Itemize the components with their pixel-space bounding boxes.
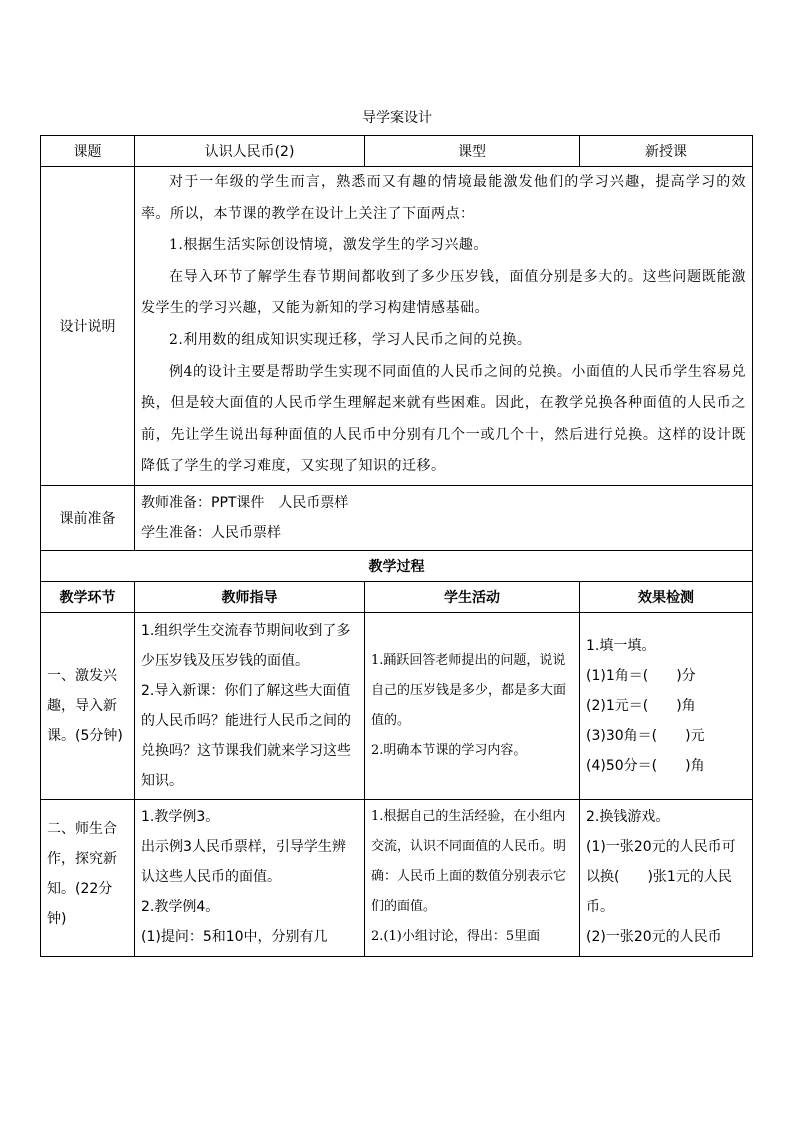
effect-check bbox=[580, 799, 753, 956]
teacher-step: 2.教学例4。 bbox=[141, 898, 220, 915]
teacher-step: 1.组织学生交流春节期间收到了多少压岁钱及压岁钱的面值。 bbox=[141, 622, 351, 669]
column-header-student: 学生活动 bbox=[365, 581, 580, 612]
stage-row bbox=[41, 799, 753, 956]
process-title: 教学过程 bbox=[41, 550, 753, 581]
check-item: (4)50分＝( )角 bbox=[586, 757, 705, 774]
lesson-plan-table bbox=[40, 135, 753, 957]
prep-label: 课前准备 bbox=[41, 485, 135, 550]
teacher-step: (1)提问：5和10中，分别有几 bbox=[141, 928, 328, 945]
teacher-guidance bbox=[135, 612, 365, 799]
prep-content bbox=[135, 485, 753, 550]
check-item: (3)30角＝( )元 bbox=[586, 727, 705, 744]
student-step: 2.明确本节课的学习内容。 bbox=[371, 742, 527, 758]
teacher-step: 1.教学例3。 bbox=[141, 808, 220, 825]
prep-row bbox=[41, 485, 753, 550]
stage-row bbox=[41, 612, 753, 799]
check-item: 1.填一填。 bbox=[586, 637, 656, 654]
stage-name: 一、激发兴趣，导入新课。(5分钟) bbox=[41, 612, 135, 799]
design-paragraph: 例4的设计主要是帮助学生实现不同面值的人民币之间的兑换。小面值的人民币学生容易兑换，但是较大面值的人民币学生理解起来就有些困难。因此，在教学兑换各种面值的人民币之前，先让学生说出每种面值的人民币中分别有几个一或几个十，然后进行兑换。这样的设计既降低了学生的学习难度，又实现了知识的迁移。 bbox=[141, 363, 746, 475]
effect-check bbox=[580, 612, 753, 799]
document-title: 导学案设计 bbox=[362, 110, 432, 126]
type-value: 新授课 bbox=[580, 136, 753, 167]
header-row bbox=[41, 136, 753, 167]
student-activity bbox=[365, 799, 580, 956]
check-item: 2.换钱游戏。 bbox=[586, 808, 670, 825]
teacher-step: 出示例3人民币票样，引导学生辨认这些人民币的面值。 bbox=[141, 838, 346, 885]
process-header-row bbox=[41, 581, 753, 612]
column-header-stage: 教学环节 bbox=[41, 581, 135, 612]
design-content bbox=[135, 167, 753, 486]
design-label: 设计说明 bbox=[41, 167, 135, 486]
student-activity bbox=[365, 612, 580, 799]
stage-name: 二、师生合作，探究新知。(22分钟) bbox=[41, 799, 135, 956]
design-paragraph: 在导入环节了解学生春节期间都收到了多少压岁钱，面值分别是多大的。这些问题既能激发学生的学习兴趣，又能为新知的学习构建情感基础。 bbox=[141, 268, 746, 317]
check-item: (2)一张20元的人民币 bbox=[586, 928, 722, 945]
topic-value: 认识人民币(2) bbox=[135, 136, 365, 167]
column-header-check: 效果检测 bbox=[580, 581, 753, 612]
teacher-guidance bbox=[135, 799, 365, 956]
design-row bbox=[41, 167, 753, 486]
topic-label: 课题 bbox=[41, 136, 135, 167]
student-step: 1.根据自己的生活经验，在小组内交流，认识不同面值的人民币。明确：人民币上面的数值分别表示它们的面值。 bbox=[371, 808, 567, 914]
type-label: 课型 bbox=[365, 136, 580, 167]
design-paragraph: 2.利用数的组成知识实现迁移，学习人民币之间的兑换。 bbox=[169, 331, 532, 348]
student-step: 2.(1)小组讨论，得出：5里面 bbox=[371, 928, 541, 944]
student-step: 1.踊跃回答老师提出的问题，说说自己的压岁钱是多少，都是多大面值的。 bbox=[371, 652, 567, 728]
design-paragraph: 1.根据生活实际创设情境，激发学生的学习兴趣。 bbox=[169, 237, 488, 254]
check-item: (1)一张20元的人民币可以换( )张1元的人民币。 bbox=[586, 838, 736, 915]
design-paragraph: 对于一年级的学生而言，熟悉而又有趣的情境最能激发他们的学习兴趣，提高学习的效率。所以，本节课的教学在设计上关注了下面两点： bbox=[141, 174, 746, 222]
column-header-teacher: 教师指导 bbox=[135, 581, 365, 612]
teacher-step: 2.导入新课：你们了解这些大面值的人民币吗？能进行人民币之间的兑换吗？这节课我们就来学习这些知识。 bbox=[141, 682, 351, 789]
check-item: (2)1元＝( )角 bbox=[586, 697, 696, 714]
student-prep: 学生准备：人民币票样 bbox=[141, 524, 281, 541]
process-title-row bbox=[41, 550, 753, 581]
check-item: (1)1角＝( )分 bbox=[586, 667, 696, 684]
teacher-prep: 教师准备：PPT课件 人民币票样 bbox=[141, 494, 349, 511]
